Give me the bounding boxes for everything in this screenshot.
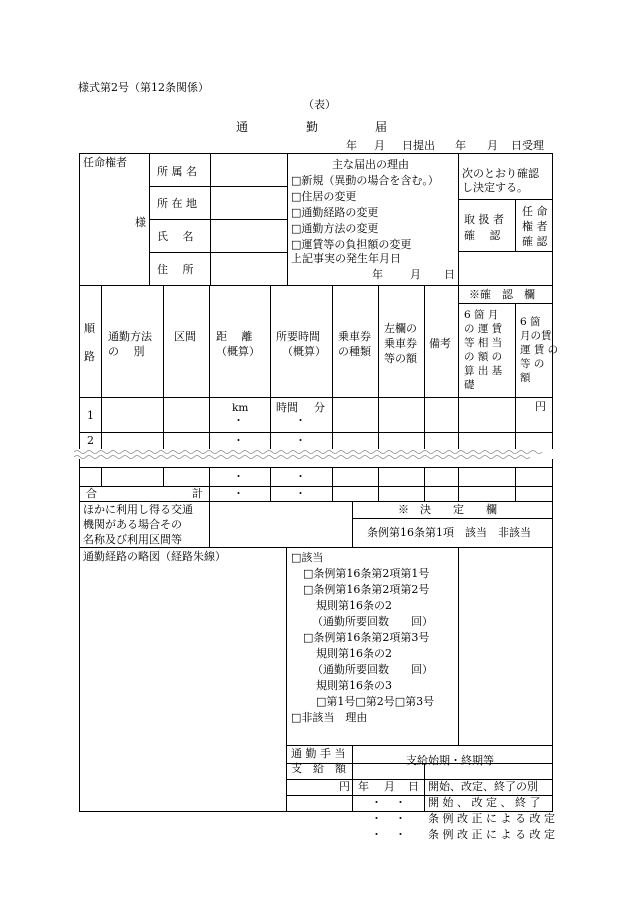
date-receive-day: 日受理 [511,139,544,152]
row-1-minutes: 分 [314,401,325,414]
reason-checkbox-method[interactable]: □通勤方法の変更 [291,222,379,235]
six-month-fare-2: 月の賃 [520,330,552,342]
total-label-right: 計 [192,487,203,500]
confirm-text-2: し決定する。 [462,181,528,194]
col-left-2: 乗車券 [384,337,417,350]
row-2-time-dot: ・ [295,434,306,447]
side-label: （表） [303,98,336,111]
title-char-3: 届 [375,120,388,134]
field-department-label: 所 属 名 [157,165,197,178]
commute-count-a: （通勤所要回数 回） [312,615,433,628]
period-type-revision-2: 条 例 改 正 に よ る 改 定 [428,828,555,841]
row-1-km: km [232,402,249,414]
period-type-header: 開始、改定、終了の別 [428,780,538,793]
row-1-time-dot: ・ [295,414,306,427]
six-month-basis-4: の 額 の [464,351,503,363]
col-distance-1: 距 離 [216,330,253,343]
period-label: 支給始期・終期等 [406,754,494,767]
route-map-area[interactable] [81,566,284,810]
row-n-distance-dot: ・ [233,470,244,483]
period-month: 月 [384,780,395,793]
six-month-fare-3: 運 賃 の [520,344,559,356]
reg-16-3-text: 規則第16条の3 [316,679,392,692]
location-input[interactable] [212,188,286,218]
other-transport-3: 名称及び利用区間等 [83,533,182,546]
total-label-left: 合 [86,487,97,500]
rule-16-2-2-checkbox[interactable]: □条例第16条第2項第2号 [303,583,430,596]
allowance-yen: 円 [339,780,350,793]
row-1-yen: 円 [535,400,546,413]
reg-16-2-text-b: 規則第16条の2 [316,647,392,660]
col-time-2: （概算） [282,345,326,358]
row-b-dot-2: ・ [395,812,406,825]
six-month-basis-3: 等 相 当 [464,337,503,349]
six-month-basis-2: の 運 賃 [464,323,503,335]
period-day: 日 [408,780,419,793]
field-address-label: 住 所 [157,263,194,276]
confirm-column-title: ※確 認 欄 [469,288,535,301]
col-method-2: の 別 [108,345,145,358]
reg-16-2-text-a: 規則第16条の2 [316,599,392,612]
route-map-label: 通勤経路の略図（経路朱線） [83,550,226,563]
six-month-basis-6: 礎 [464,379,475,391]
col-left-3: 等の額 [384,352,417,365]
row-2-distance-dot: ・ [233,434,244,447]
row-a-dot-2: ・ [395,796,406,809]
period-year: 年 [358,780,369,793]
date-receive-month: 月 [487,139,498,152]
reason-checkbox-new[interactable]: □新規（異動の場合を含む。） [291,174,439,187]
row-a-dot-1: ・ [371,796,382,809]
total-time-dot: ・ [295,487,306,500]
row-n-time-dot: ・ [295,470,306,483]
decision-rule: 条例第16条第1項 該当 非該当 [367,526,531,539]
col-order-2: 路 [84,350,95,363]
table-break [74,449,556,459]
sama-label: 様 [135,216,146,229]
six-month-fare-1: 6 箇 [520,316,541,328]
appointer-label: 任命権者 [83,156,127,169]
allowance-label-1: 通 勤 手 当 [291,747,346,760]
other-transport-1: ほかに利用し得る交通 [83,503,193,516]
period-type-start: 開 始 、 改 定 、 終 了 [428,796,541,809]
handler-confirm-2: 確 認 [464,229,501,242]
appointer-confirm-3: 確 認 [522,235,548,248]
col-note: 備考 [429,337,451,350]
col-method-1: 通勤方法 [108,330,152,343]
title-char-2: 勤 [306,120,319,134]
field-name-label: 氏 名 [157,230,194,243]
appointer-confirm-1: 任 命 [522,205,548,218]
total-distance-dot: ・ [233,487,244,500]
date-submit-year: 年 [346,139,357,152]
col-ticket-1: 乗車券 [338,330,371,343]
not-applicable-checkbox[interactable]: □非該当 理由 [291,711,368,724]
department-input[interactable] [212,156,286,185]
occurrence-label: 上記事実の発生年月日 [291,252,401,265]
row-1-hours: 時間 [276,401,298,414]
col-distance-2: （概算） [216,345,260,358]
six-month-fare-4: 等 の [520,358,545,370]
reason-checkbox-route[interactable]: □通勤経路の変更 [291,206,379,219]
address-input[interactable] [212,254,286,284]
reason-checkbox-fare[interactable]: □運賃等の負担額の変更 [291,238,412,251]
field-location-label: 所 在 地 [157,197,197,210]
form-number: 様式第2号（第12条関係） [78,81,209,94]
date-receive-year: 年 [455,139,466,152]
col-time-1: 所要時間 [276,330,320,343]
row-1-number: 1 [87,409,94,422]
row-1-distance-dot: ・ [233,414,244,427]
col-left-1: 左欄の [384,322,417,335]
applicable-checkbox[interactable]: □該当 [291,551,324,564]
six-month-basis-1: 6 箇 月 [464,309,499,321]
occurrence-year: 年 [372,268,383,281]
name-input[interactable] [212,221,286,251]
six-month-fare-5: 額 [520,372,531,384]
row-b-dot-1: ・ [371,812,382,825]
col-ticket-2: の種類 [338,345,371,358]
reason-title: 主な届出の理由 [332,158,409,171]
col-order-1: 順 [84,322,95,335]
rule-16-2-1-checkbox[interactable]: □条例第16条第2項第1号 [303,567,430,580]
confirm-text-1: 次のとおり確認 [462,167,539,180]
row-2-number: 2 [87,434,94,447]
col-section: 区間 [174,330,196,343]
commute-count-b: （通勤所要回数 回） [312,663,433,676]
occurrence-day: 日 [444,268,455,281]
allowance-label-2: 支 給 額 [291,762,346,775]
period-type-revision-1: 条 例 改 正 に よ る 改 定 [428,812,555,825]
six-month-basis-5: 算 出 基 [464,365,503,377]
row-c-dot-2: ・ [395,828,406,841]
date-submit-day: 日提出 [402,139,435,152]
title-char-1: 通 [236,120,249,134]
appointer-confirm-2: 権 者 [522,220,548,233]
handler-confirm-1: 取 扱 者 [464,213,504,226]
decision-title: ※ 決 定 欄 [398,503,497,516]
date-submit-month: 月 [374,139,385,152]
other-transport-2: 機関がある場合その [83,518,182,531]
row-c-dot-1: ・ [371,828,382,841]
rule-16-2-3-checkbox[interactable]: □条例第16条第2項第3号 [303,631,430,644]
reason-checkbox-residence[interactable]: □住居の変更 [291,190,357,203]
item-1-2-3-checkboxes[interactable]: □第1号□第2号□第3号 [316,695,435,708]
occurrence-month: 月 [410,268,421,281]
